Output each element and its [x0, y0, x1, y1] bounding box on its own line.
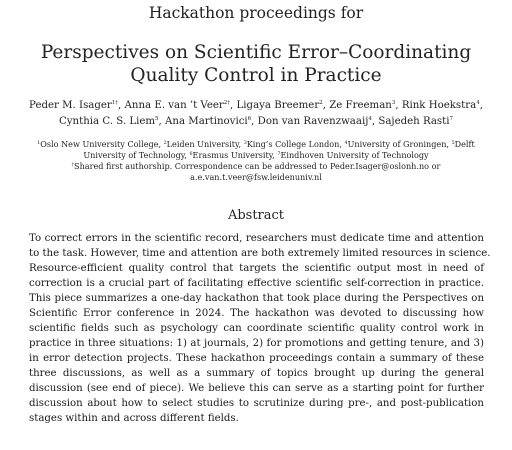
author-affiliation-mark: 2† [223, 100, 231, 106]
author-separator: , [118, 100, 125, 111]
abstract-line: To correct errors in the scientific record, researchers must dedicate time and attention [29, 233, 484, 244]
author-affiliation-mark: 4 [476, 100, 480, 106]
affiliation-list [20, 139, 492, 183]
affiliation-mark: 3 [243, 141, 247, 146]
affiliation-mark: 5 [451, 141, 455, 146]
author-name: Anna E. van ’t Veer [124, 100, 224, 111]
abstract-body [29, 231, 491, 426]
author-separator: , [230, 100, 237, 111]
author-separator: , [395, 100, 402, 111]
abstract-line: discussion (see end of piece). We believe this can serve as a starting point for further [29, 383, 484, 394]
abstract-heading: Abstract [227, 208, 285, 223]
abstract-line: stages within and across different fields. [29, 413, 239, 424]
correspondence-text: Shared first authorship. Correspondence can be addressed to Peder.Isager@oslonh.no or [74, 161, 441, 171]
abstract-line: discussion about how to select studies to scrutinize during pre-, and post-publication [29, 398, 484, 409]
affiliation-text: Delft [454, 139, 475, 149]
paper-title [20, 41, 492, 87]
abstract-line: scientific fields such as psychology can coordinate scientific quality control work in [29, 323, 484, 334]
affiliation-text: University of Technology, [83, 150, 190, 160]
author-affiliation-mark: 3 [391, 100, 396, 106]
abstract-line: in error detection projects. These hackathon proceedings contain a summary of these [29, 353, 484, 364]
author-name: Cynthia C. S. Liem [58, 116, 156, 127]
shared-first-author-mark: † [71, 163, 75, 168]
abstract-line: correction is a crucial part of facilitating effective scientific self-correction in practice. [29, 278, 484, 289]
affiliation-line-1 [20, 139, 492, 150]
affiliation-text: Leiden University, [166, 139, 244, 149]
correspondence-email-line [20, 172, 492, 183]
affiliation-text: Eindhoven University of Technology [280, 150, 429, 160]
affiliation-mark: 7 [277, 152, 281, 157]
author-name: Sajedeh Rasti [378, 116, 450, 127]
affiliation-mark: 4 [344, 141, 348, 146]
author-affiliation-mark: 6 [247, 116, 252, 122]
author-affiliation-mark: 1† [111, 100, 119, 106]
author-affiliation-mark: 2 [319, 100, 323, 106]
affiliation-text: University of Groningen, [347, 139, 452, 149]
author-affiliation-mark: 4 [368, 116, 372, 122]
abstract-line: to the task. However, time and attention are both extremely limited resources in science. [29, 248, 491, 259]
author-name: Peder M. Isager [29, 100, 112, 111]
affiliation-mark: 2 [163, 141, 167, 146]
affiliation-text: King’s College London, [246, 139, 345, 149]
affiliation-text: Oslo New University College, [40, 139, 164, 149]
abstract-line: This piece summarizes a one-day hackathon that took place during the Perspectives on [29, 293, 484, 304]
abstract-line: three discussions, as well as a summary of topics brought up during the general [29, 368, 484, 379]
author-separator: , [371, 116, 379, 127]
affiliation-line-2 [20, 150, 492, 161]
abstract-line: practice in three situations: 1) at journals, 2) for promotions and getting tenure, and 3) [29, 338, 484, 349]
paper-title-line-1: Perspectives on Scientific Error–Coordinating [40, 42, 472, 63]
author-separator: , [158, 116, 166, 127]
proceedings-kicker: Hackathon proceedings for [148, 4, 364, 22]
affiliation-mark: 6 [189, 152, 193, 157]
author-line-2 [20, 114, 492, 130]
paper-title-line-2: Quality Control in Practice [130, 65, 382, 86]
author-name: Ligaya Breemer [236, 100, 320, 111]
author-name: Don van Ravenzwaaij [257, 116, 369, 127]
correspondence-line [20, 161, 492, 172]
author-line-1 [20, 98, 492, 114]
affiliation-mark: 1 [37, 141, 41, 146]
author-name: Ana Martinovici [165, 116, 248, 127]
author-separator: , [322, 100, 330, 111]
author-list [20, 98, 492, 130]
affiliation-text: Erasmus University, [192, 150, 278, 160]
abstract-line: Scientific Error conference in 2024. The hackathon was devoted to discussing how [29, 308, 484, 319]
abstract-line: Resource-efficient quality control that targets the scientific output most in need of [29, 263, 484, 274]
author-affiliation-mark: 7 [449, 116, 454, 122]
author-name: Ze Freeman [329, 100, 392, 111]
author-affiliation-mark: 5 [155, 116, 159, 122]
author-separator: , [479, 100, 483, 111]
author-separator: , [251, 116, 258, 127]
correspondence-email: a.e.van.t.veer@fsw.leidenuniv.nl [190, 172, 322, 182]
author-name: Rink Hoekstra [401, 100, 477, 111]
